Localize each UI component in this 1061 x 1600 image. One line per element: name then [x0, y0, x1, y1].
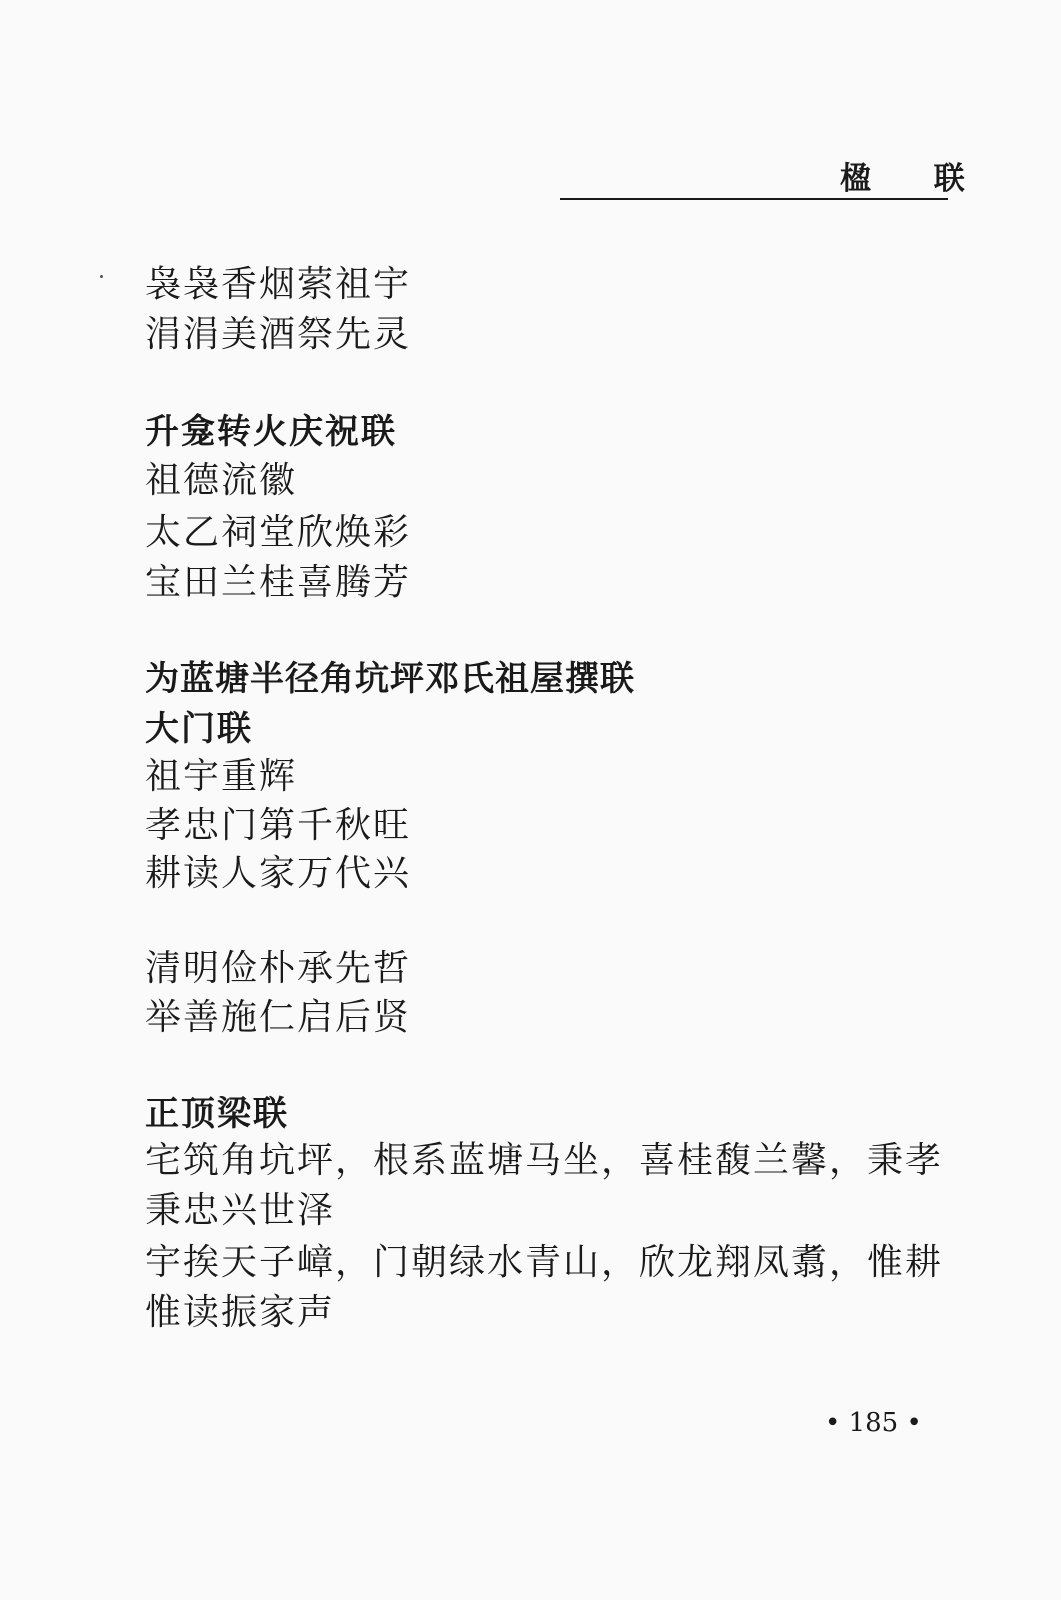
- couplet-line: 袅袅香烟萦祖宇: [145, 264, 412, 305]
- page-number: • 185 •: [825, 1408, 922, 1438]
- couplet-line: 祖德流徽: [145, 460, 298, 501]
- couplet-line: 耕读人家万代兴: [145, 853, 412, 894]
- couplet-line: 秉忠兴世泽: [145, 1190, 336, 1231]
- section-subtitle: 升龛转火庆祝联: [145, 412, 397, 452]
- couplet-line: 宅筑角坑坪，根系蓝塘马坐，喜桂馥兰馨，秉孝: [145, 1140, 944, 1181]
- section-subtitle: 正顶梁联: [145, 1094, 289, 1134]
- scan-speck: [100, 275, 103, 278]
- section-title: 为蓝塘半径角坑坪邓氏祖屋撰联: [145, 659, 635, 699]
- couplet-line: 举善施仁启后贤: [145, 997, 412, 1038]
- couplet-line: 孝忠门第千秋旺: [145, 805, 412, 846]
- couplet-line: 惟读振家声: [145, 1292, 336, 1333]
- couplet-line: 宝田兰桂喜腾芳: [145, 562, 412, 603]
- couplet-line: 清明俭朴承先哲: [145, 948, 412, 989]
- section-subtitle: 大门联: [145, 709, 253, 749]
- header-rule: [560, 198, 948, 200]
- couplet-line: 涓涓美酒祭先灵: [145, 314, 412, 355]
- couplet-line: 太乙祠堂欣焕彩: [145, 512, 412, 553]
- couplet-line: 宇挨天子嶂，门朝绿水青山，欣龙翔凤翥，惟耕: [145, 1242, 944, 1283]
- couplet-line: 祖宇重辉: [145, 756, 298, 797]
- running-head: 楹 联: [840, 161, 991, 197]
